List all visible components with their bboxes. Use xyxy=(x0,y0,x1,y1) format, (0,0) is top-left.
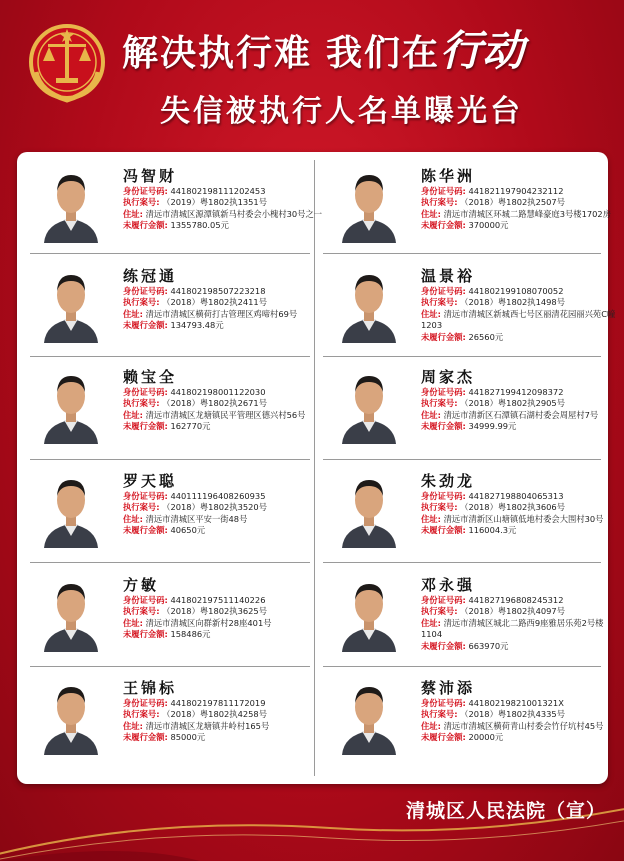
person-info xyxy=(123,286,323,332)
address-value: 清远市清城区平安一街48号 xyxy=(145,513,248,524)
amount-value: 20000元 xyxy=(468,732,504,743)
address-value: 清远市清城区龙塘镇民平管理区德兴村56号 xyxy=(145,409,306,420)
amount-row xyxy=(421,525,621,536)
amount-value: 85000元 xyxy=(170,732,206,743)
case-value: （2018）粤1802执2411号 xyxy=(162,297,267,308)
case-value: （2018）粤1802执3625号 xyxy=(162,606,267,617)
person-photo xyxy=(40,163,102,243)
id-row xyxy=(421,387,621,398)
address-label: 住址: xyxy=(123,617,143,628)
person-photo xyxy=(40,263,102,343)
id-label: 身份证号码: xyxy=(421,286,466,296)
amount-value: 116004.3元 xyxy=(468,525,517,536)
amount-label: 未履行金额: xyxy=(421,331,466,342)
id-value: 441802197511140226 xyxy=(170,595,266,605)
amount-value: 162770元 xyxy=(170,421,211,432)
amount-value: 370000元 xyxy=(468,220,509,231)
case-value: （2019）粤1802执1351号 xyxy=(162,197,267,208)
address-row xyxy=(123,721,323,732)
person-info xyxy=(123,698,323,744)
id-label: 身份证号码: xyxy=(123,286,168,296)
person-name: 周家杰 xyxy=(421,368,476,386)
id-value: 440111196408260935 xyxy=(170,491,266,501)
id-row xyxy=(421,186,621,197)
footer-court-name: 清城区人民法院（宣） xyxy=(405,800,606,822)
address-label: 住址: xyxy=(421,409,441,420)
id-row xyxy=(123,186,323,197)
amount-label: 未履行金额: xyxy=(123,220,168,231)
address-row xyxy=(421,410,621,421)
amount-label: 未履行金额: xyxy=(421,421,466,432)
person-name: 陈华洲 xyxy=(421,167,476,185)
case-label: 执行案号: xyxy=(123,709,160,720)
case-row xyxy=(123,197,323,208)
id-row xyxy=(123,491,323,502)
amount-row xyxy=(123,320,323,331)
case-value: （2018）粤1802执2905号 xyxy=(460,398,565,409)
case-value: （2018）粤1802执2507号 xyxy=(460,197,565,208)
person-photo xyxy=(40,364,102,444)
person-photo xyxy=(40,675,102,755)
person-card xyxy=(338,364,624,464)
id-value: 441802197811172019 xyxy=(170,698,266,708)
person-card xyxy=(40,364,328,464)
person-name: 温景裕 xyxy=(421,267,476,285)
person-name: 邓永强 xyxy=(421,576,476,594)
address-row xyxy=(421,514,621,525)
address-value: 清远市清城区源潭镇新马村委会小槐村30号之一 xyxy=(145,208,323,219)
person-name: 练冠通 xyxy=(123,267,178,285)
person-info xyxy=(421,387,621,433)
case-row xyxy=(123,502,323,513)
case-row xyxy=(421,709,621,720)
amount-row xyxy=(123,525,323,536)
id-value: 441827199412098372 xyxy=(468,387,564,397)
case-value: （2018）粤1802执3606号 xyxy=(460,502,565,513)
person-info xyxy=(421,698,621,744)
person-card xyxy=(40,163,328,263)
person-info xyxy=(421,286,621,343)
address-row xyxy=(421,721,621,732)
amount-label: 未履行金额: xyxy=(123,320,168,331)
id-row xyxy=(123,698,323,709)
address-label: 住址: xyxy=(421,617,441,628)
id-label: 身份证号码: xyxy=(421,491,466,501)
title-script: 行动 xyxy=(440,26,525,75)
case-label: 执行案号: xyxy=(421,606,458,617)
amount-label: 未履行金额: xyxy=(421,220,466,231)
title-part1: 解决执行难 xyxy=(122,33,313,74)
case-row xyxy=(421,297,621,308)
case-row xyxy=(421,606,621,617)
case-label: 执行案号: xyxy=(421,709,458,720)
case-row xyxy=(123,297,323,308)
amount-value: 158486元 xyxy=(170,629,211,640)
person-card xyxy=(338,468,624,568)
case-value: （2018）粤1802执3520号 xyxy=(162,502,267,513)
person-name: 罗天聪 xyxy=(123,472,178,490)
person-name: 方敏 xyxy=(123,576,160,594)
case-value: （2018）粤1802执4097号 xyxy=(460,606,565,617)
address-value: 清远市清城区横荷打古管理区鸡啼村69号 xyxy=(145,308,298,319)
amount-value: 40650元 xyxy=(170,525,206,536)
person-info xyxy=(421,186,621,232)
id-label: 身份证号码: xyxy=(123,595,168,605)
person-name: 赖宝全 xyxy=(123,368,178,386)
id-label: 身份证号码: xyxy=(421,595,466,605)
person-card xyxy=(338,675,624,775)
person-info xyxy=(421,595,621,652)
case-label: 执行案号: xyxy=(421,297,458,308)
poster-header xyxy=(0,0,624,150)
id-label: 身份证号码: xyxy=(123,186,168,196)
id-value: 44180219821001321X xyxy=(468,698,564,708)
amount-value: 663970元 xyxy=(468,640,509,651)
id-value: 441802199108070052 xyxy=(468,286,564,296)
person-card xyxy=(40,675,328,775)
address-value: 清远市清新区山塘镇低地村委会大围村30号 xyxy=(443,513,604,524)
address-row xyxy=(123,618,323,629)
address-value: 清远市清城区龙塘镇井岭村165号 xyxy=(145,720,270,731)
id-row xyxy=(421,595,621,606)
amount-label: 未履行金额: xyxy=(123,629,168,640)
case-value: （2018）粤1802执4258号 xyxy=(162,709,267,720)
person-photo xyxy=(338,163,400,243)
address-value: 清远市清城区新城西七号区丽清花园丽兴苑C幢1203 xyxy=(421,308,616,331)
address-label: 住址: xyxy=(421,208,441,219)
case-row xyxy=(421,502,621,513)
case-row xyxy=(123,709,323,720)
id-value: 441802198111202453 xyxy=(170,186,266,196)
id-label: 身份证号码: xyxy=(123,387,168,397)
case-label: 执行案号: xyxy=(421,502,458,513)
poster-subtitle: 失信被执行人名单曝光台 xyxy=(160,94,523,129)
address-label: 住址: xyxy=(123,720,143,731)
address-value: 清远市清城区向群新村28座401号 xyxy=(145,617,272,628)
address-row xyxy=(123,410,323,421)
person-card xyxy=(338,163,624,263)
person-info xyxy=(123,595,323,641)
address-row xyxy=(123,309,323,320)
person-photo xyxy=(40,468,102,548)
id-label: 身份证号码: xyxy=(421,698,466,708)
amount-row xyxy=(421,332,621,343)
case-label: 执行案号: xyxy=(123,502,160,513)
id-row xyxy=(421,286,621,297)
person-name: 冯智财 xyxy=(123,167,178,185)
case-label: 执行案号: xyxy=(123,606,160,617)
id-row xyxy=(123,595,323,606)
person-info xyxy=(123,186,323,232)
amount-row xyxy=(421,220,621,231)
address-row xyxy=(123,514,323,525)
address-label: 住址: xyxy=(123,513,143,524)
address-row xyxy=(421,618,621,641)
case-value: （2018）粤1802执4335号 xyxy=(460,709,565,720)
id-row xyxy=(123,387,323,398)
person-name: 蔡沛添 xyxy=(421,679,476,697)
address-row xyxy=(421,309,621,332)
person-photo xyxy=(338,263,400,343)
amount-label: 未履行金额: xyxy=(123,525,168,536)
case-row xyxy=(123,606,323,617)
amount-label: 未履行金额: xyxy=(421,640,466,651)
id-value: 441827196808245312 xyxy=(468,595,564,605)
person-info xyxy=(421,491,621,537)
address-label: 住址: xyxy=(123,208,143,219)
amount-label: 未履行金额: xyxy=(123,421,168,432)
address-label: 住址: xyxy=(123,409,143,420)
person-name: 朱劲龙 xyxy=(421,472,476,490)
person-photo xyxy=(40,572,102,652)
court-emblem-icon xyxy=(26,22,108,106)
address-row xyxy=(421,209,621,220)
person-photo xyxy=(338,675,400,755)
address-value: 清远市清城区城北二路西9座雅居乐苑2号楼1104 xyxy=(421,617,604,640)
case-label: 执行案号: xyxy=(123,297,160,308)
address-label: 住址: xyxy=(421,720,441,731)
amount-value: 1355780.05元 xyxy=(170,220,229,231)
id-label: 身份证号码: xyxy=(123,491,168,501)
amount-row xyxy=(123,220,323,231)
poster-title xyxy=(122,18,524,78)
amount-row xyxy=(123,629,323,640)
id-value: 441821197904232112 xyxy=(468,186,564,196)
id-value: 441827198804065313 xyxy=(468,491,564,501)
person-card xyxy=(338,572,624,672)
amount-row xyxy=(123,421,323,432)
person-info xyxy=(123,387,323,433)
address-value: 清远市清城区环城二路慧峰豪庭3号楼1702房 xyxy=(443,208,612,219)
id-row xyxy=(421,698,621,709)
amount-label: 未履行金额: xyxy=(421,525,466,536)
case-label: 执行案号: xyxy=(123,398,160,409)
person-photo xyxy=(338,364,400,444)
id-label: 身份证号码: xyxy=(123,698,168,708)
id-value: 441802198507223218 xyxy=(170,286,266,296)
amount-label: 未履行金额: xyxy=(421,732,466,743)
case-label: 执行案号: xyxy=(421,398,458,409)
amount-value: 134793.48元 xyxy=(170,320,224,331)
case-value: （2018）粤1802执2671号 xyxy=(162,398,267,409)
person-photo xyxy=(338,468,400,548)
id-row xyxy=(421,491,621,502)
case-row xyxy=(421,197,621,208)
address-value: 清远市清新区石潭镇石湖村委会周屋村7号 xyxy=(443,409,599,420)
person-card xyxy=(338,263,624,363)
person-info xyxy=(123,491,323,537)
address-label: 住址: xyxy=(421,308,441,319)
amount-value: 34999.99元 xyxy=(468,421,517,432)
case-row xyxy=(421,398,621,409)
person-card xyxy=(40,263,328,363)
address-label: 住址: xyxy=(123,308,143,319)
case-label: 执行案号: xyxy=(123,197,160,208)
amount-value: 26560元 xyxy=(468,331,504,342)
amount-row xyxy=(421,732,621,743)
id-value: 441802198001122030 xyxy=(170,387,266,397)
case-value: （2018）粤1802执1498号 xyxy=(460,297,565,308)
id-label: 身份证号码: xyxy=(421,186,466,196)
title-part2: 我们在 xyxy=(326,33,441,74)
person-name: 王锦标 xyxy=(123,679,178,697)
case-row xyxy=(123,398,323,409)
amount-label: 未履行金额: xyxy=(123,732,168,743)
case-label: 执行案号: xyxy=(421,197,458,208)
person-card xyxy=(40,468,328,568)
id-label: 身份证号码: xyxy=(421,387,466,397)
amount-row xyxy=(421,641,621,652)
id-row xyxy=(123,286,323,297)
address-value: 清远市清城区横荷青山村委会竹仔坑村45号 xyxy=(443,720,604,731)
person-photo xyxy=(338,572,400,652)
address-row xyxy=(123,209,323,220)
amount-row xyxy=(421,421,621,432)
amount-row xyxy=(123,732,323,743)
address-label: 住址: xyxy=(421,513,441,524)
person-card xyxy=(40,572,328,672)
